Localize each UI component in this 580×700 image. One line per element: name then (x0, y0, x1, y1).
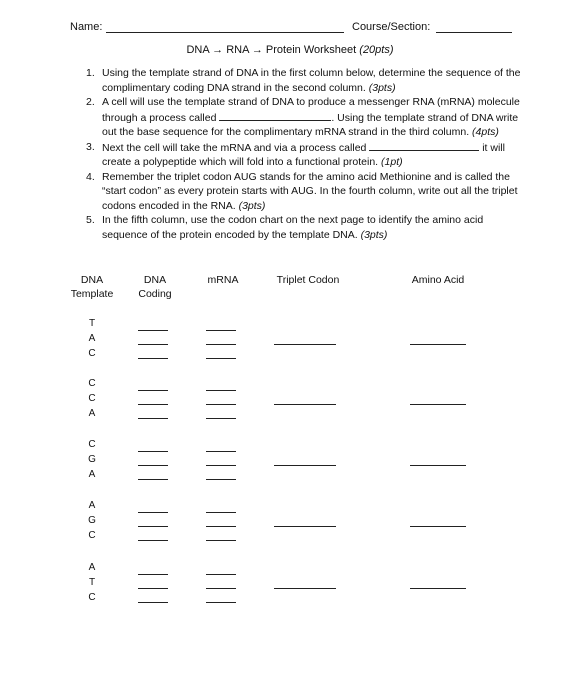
coding-base-blank[interactable] (138, 418, 168, 419)
mrna-base-blank[interactable] (206, 512, 236, 513)
template-base: C (88, 439, 96, 450)
template-base: C (88, 592, 96, 603)
coding-base-blank[interactable] (138, 540, 168, 541)
mrna-base-blank[interactable] (206, 330, 236, 331)
template-base: C (88, 348, 96, 359)
mrna-base-blank[interactable] (206, 344, 236, 345)
instruction-5: 5. In the fifth column, use the codon chart on the next page to identify the amino acid sequence of the protein encoded by the template DNA. (3pts) (86, 214, 484, 241)
coding-base-blank[interactable] (138, 330, 168, 331)
instruction-3: 3. Next the cell will take the mRNA and via a process called it will create a polypeptide which will fold into a functional protein. (1pt) (86, 140, 505, 168)
column-header-dna-coding: DNA Coding (138, 274, 172, 300)
template-base: T (88, 577, 96, 588)
mrna-base-blank[interactable] (206, 451, 236, 452)
amino-acid-blank[interactable] (410, 588, 466, 589)
triplet-codon-blank[interactable] (274, 404, 336, 405)
mrna-base-blank[interactable] (206, 418, 236, 419)
course-section-field-line[interactable] (436, 32, 512, 33)
process-blank-transcription[interactable] (219, 110, 331, 121)
coding-base-blank[interactable] (138, 465, 168, 466)
amino-acid-blank[interactable] (410, 344, 466, 345)
mrna-base-blank[interactable] (206, 390, 236, 391)
mrna-base-blank[interactable] (206, 358, 236, 359)
amino-acid-blank[interactable] (410, 526, 466, 527)
coding-base-blank[interactable] (138, 526, 168, 527)
triplet-codon-blank[interactable] (274, 465, 336, 466)
mrna-base-blank[interactable] (206, 404, 236, 405)
triplet-codon-blank[interactable] (274, 526, 336, 527)
mrna-base-blank[interactable] (206, 574, 236, 575)
instruction-4: 4. Remember the triplet codon AUG stands for the amino acid Methionine and is called the “start codon” as every protein starts with AUG. In the fourth column, write out all the triplet codons encoded in the RNA. (3pts) (86, 170, 518, 212)
worksheet-title-text: DNA → RNA → Protein Worksheet (186, 44, 357, 56)
coding-base-blank[interactable] (138, 602, 168, 603)
column-header-mrna: mRNA (207, 274, 239, 286)
coding-base-blank[interactable] (138, 512, 168, 513)
instructions-list (86, 66, 526, 242)
column-header-dna-template: DNA Template (70, 274, 114, 300)
mrna-base-blank[interactable] (206, 526, 236, 527)
coding-base-blank[interactable] (138, 344, 168, 345)
coding-base-blank[interactable] (138, 588, 168, 589)
mrna-base-blank[interactable] (206, 465, 236, 466)
template-base: G (88, 515, 96, 526)
mrna-base-blank[interactable] (206, 540, 236, 541)
mrna-base-blank[interactable] (206, 602, 236, 603)
amino-acid-blank[interactable] (410, 404, 466, 405)
instruction-2: 2. A cell will use the template strand of DNA to produce a messenger RNA (mRNA) molecule through a process called . Using the template strand of DNA write out the base sequence for the complimentary mRNA strand in the third column. (4pts) (86, 96, 520, 138)
coding-base-blank[interactable] (138, 390, 168, 391)
coding-base-blank[interactable] (138, 451, 168, 452)
column-header-amino-acid: Amino Acid (411, 274, 465, 286)
instruction-1: 1. Using the template strand of DNA in the first column below, determine the sequence of the complimentary coding DNA strand in the second column. (3pts) (86, 67, 521, 94)
process-blank-translation[interactable] (369, 140, 479, 151)
template-base: A (88, 408, 96, 419)
coding-base-blank[interactable] (138, 479, 168, 480)
coding-base-blank[interactable] (138, 404, 168, 405)
template-base: C (88, 393, 96, 404)
worksheet-title (0, 44, 580, 56)
mrna-base-blank[interactable] (206, 588, 236, 589)
template-base: A (88, 562, 96, 573)
triplet-codon-blank[interactable] (274, 344, 336, 345)
name-field-line[interactable] (106, 32, 344, 33)
template-base: C (88, 530, 96, 541)
amino-acid-blank[interactable] (410, 465, 466, 466)
worksheet-title-points: (20pts) (359, 44, 394, 56)
template-base: T (88, 318, 96, 329)
template-base: A (88, 333, 96, 344)
course-section-label: Course/Section: (352, 21, 431, 33)
mrna-base-blank[interactable] (206, 479, 236, 480)
template-base: A (88, 500, 96, 511)
coding-base-blank[interactable] (138, 358, 168, 359)
template-base: C (88, 378, 96, 389)
triplet-codon-blank[interactable] (274, 588, 336, 589)
template-base: G (88, 454, 96, 465)
name-label: Name: (70, 21, 103, 33)
column-header-triplet-codon: Triplet Codon (276, 274, 340, 286)
coding-base-blank[interactable] (138, 574, 168, 575)
template-base: A (88, 469, 96, 480)
